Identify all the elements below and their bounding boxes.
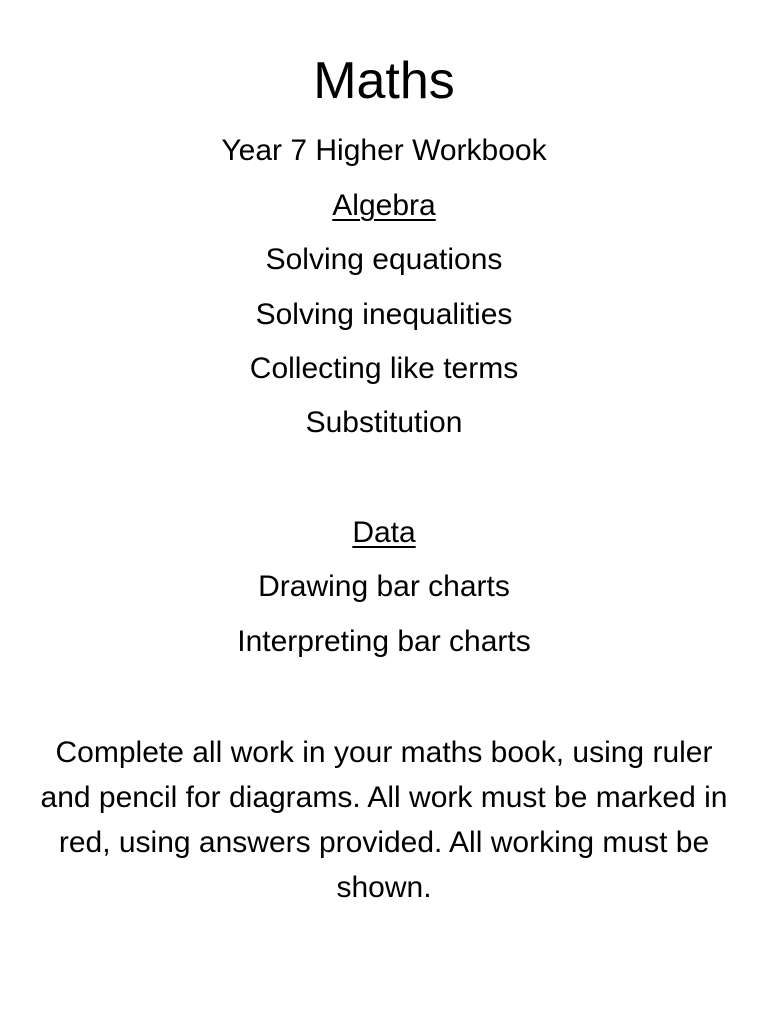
- algebra-item-solving-inequalities: Solving inequalities: [255, 298, 513, 331]
- algebra-item-solving-equations: Solving equations: [265, 243, 503, 276]
- data-item-interpreting-bar-charts: Interpreting bar charts: [237, 625, 531, 658]
- document-title: Maths: [313, 52, 455, 110]
- algebra-heading: Algebra: [332, 189, 436, 222]
- algebra-item-substitution: Substitution: [305, 406, 463, 439]
- document-subtitle: Year 7 Higher Workbook: [221, 134, 547, 167]
- data-item-drawing-bar-charts: Drawing bar charts: [258, 570, 510, 603]
- data-heading: Data: [352, 516, 416, 549]
- instructions-paragraph: Complete all work in your maths book, using ruler and pencil for diagrams. All work must be marked in red, using answers provided. All working must be shown.: [40, 736, 728, 904]
- algebra-item-collecting-like-terms: Collecting like terms: [249, 352, 519, 385]
